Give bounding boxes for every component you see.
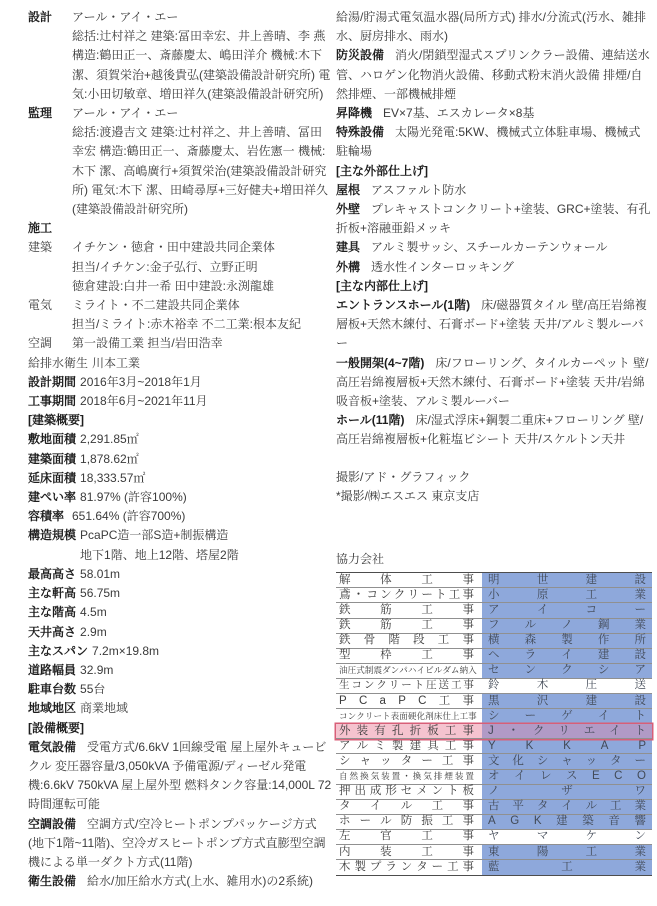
field-label: 構造規模 — [28, 528, 77, 543]
company-cell: 藍 工 業 — [482, 860, 652, 875]
paragraph-text: 床/フローリング、タイルカーペット 壁/高圧岩綿複層板+天然木練付、石膏ボード+塗装 天井/岩綿吸音板+塗装、アルミ製ルーバー — [336, 355, 649, 409]
work-cell: 外 装 有 孔 折 板 工 事 — [336, 724, 482, 738]
work-cell: ホ ー ル 防 振 工 事 — [339, 815, 474, 828]
paragraph — [336, 354, 652, 412]
field-value-group — [80, 373, 332, 392]
work-cell: 自 然 換 気 装 置 ・ 換 気 排 煙 装 置 — [339, 771, 474, 782]
field-label: 地域地区 — [28, 701, 77, 716]
field-value: 2016年3月~2018年1月 — [80, 374, 202, 389]
field-value: 担当/イチケン:金子弘行、立野正明 — [72, 259, 258, 274]
spec-row — [28, 699, 332, 718]
partner-row — [336, 573, 652, 588]
company-cell: 明 世 建 設 — [482, 573, 652, 587]
partner-row — [336, 619, 652, 634]
work-cell: 解 体 工 事 — [339, 573, 474, 586]
left-column — [28, 8, 332, 906]
company-cell: ヤ マ ケ ン — [488, 830, 646, 843]
spec-row — [28, 450, 332, 469]
field-value: 1,878.62㎡ — [80, 451, 139, 466]
partner-row — [336, 815, 652, 830]
partner-row — [336, 754, 652, 769]
paragraph — [336, 468, 652, 487]
field-value: 徳倉建設:白井一希 田中建設:永渕龍雄 — [72, 278, 275, 293]
field-value-group — [80, 661, 332, 680]
work-cell: P C a P C 工 事 — [339, 694, 474, 707]
field-value: 商業地域 — [80, 701, 129, 716]
field-value-group — [72, 507, 332, 526]
field-label: 容積率 — [28, 509, 65, 524]
field-label: 電気 — [28, 298, 53, 313]
partner-row — [336, 634, 652, 649]
paragraph-label: 一般開架(4~7階) — [336, 355, 425, 370]
paragraph — [336, 296, 652, 354]
work-cell: 鉄 骨 階 段 工 事 — [339, 634, 474, 647]
field-value-group — [80, 488, 332, 507]
spacer — [336, 450, 652, 468]
field-value: 56.75m — [80, 586, 121, 601]
work-cell: タ イ ル 工 事 — [339, 800, 474, 813]
company-cell: セ ン ク シ ア — [482, 664, 652, 678]
field-value: 第一設備工業 担当/岩田浩幸 — [72, 336, 223, 351]
paragraph-text: アルミ製サッシ、スチールカーテンウォール — [371, 240, 608, 255]
spec-row — [28, 603, 332, 622]
partners-table — [336, 572, 652, 876]
paragraph — [336, 104, 652, 123]
section-heading: [設備概要] — [28, 720, 84, 735]
spec-row — [28, 8, 332, 104]
paragraph-label: 特殊設備 — [336, 125, 385, 140]
spec-row — [28, 623, 332, 642]
paragraph-text: 床/磁器質タイル 壁/高圧岩綿複層板+天然木練付、石膏ボード+塗装 天井/アルミ製ルーバー — [336, 298, 647, 351]
right-column — [336, 8, 652, 906]
field-value: 川本工業 — [92, 355, 141, 370]
work-cell: 鳶 ・ コ ン ク リ ー ト 工 事 — [339, 588, 474, 601]
field-value: 32.9m — [80, 662, 114, 677]
field-value: PcaPC造一部S造+制振構造 — [80, 528, 229, 543]
right-column-text — [336, 8, 652, 569]
field-value: 2,291.85㎡ — [80, 432, 139, 447]
field-value-group — [92, 354, 332, 373]
spec-row — [28, 104, 332, 219]
company-cell: 小 原 工 業 — [482, 588, 652, 602]
paragraph-text: 空調方式/空冷ヒートポンプパッケージ方式(地下1階~11階)、空冷ガスヒートポンプ方式直膨型空調機による単一ダクト方式(11階) — [28, 816, 326, 869]
field-value-group — [72, 8, 332, 104]
company-cell: ヘ ラ イ 建 設 — [482, 649, 652, 663]
paragraph — [28, 872, 332, 891]
partner-row — [336, 649, 652, 664]
spec-row — [28, 373, 332, 392]
work-cell: 木 製 プ ラ ン タ ー 工 事 — [339, 861, 474, 874]
field-value: 総括:渡邉吉文 建築:辻村祥之、井上善晴、冨田幸宏 構造:鶴田正一、斎藤慶太、岩佐憲一 機械:木下 潔、高嶋廣行+須賀栄治(建築設備設計研究所) 電気:木下 潔、田崎尋厚+三好健夫+増田祥久(建築設備設計研究所) — [72, 125, 329, 217]
paragraph — [336, 550, 652, 569]
paragraph-label: 空調設備 — [28, 816, 77, 831]
paragraph-label: 外壁 — [336, 202, 361, 217]
spacer — [336, 506, 652, 550]
partner-row — [336, 739, 652, 754]
paragraph — [336, 487, 652, 506]
paragraph-text: 協力会社 — [336, 552, 385, 567]
field-value-group — [80, 603, 332, 622]
field-label: 建ぺい率 — [28, 490, 77, 505]
work-cell: 油 圧 式 制 震 ダ ン パ ハ イ ビ ル ダ ム 納 入 — [339, 665, 477, 676]
company-cell: 横 森 製 作 所 — [482, 634, 652, 648]
paragraph-text: 給湯/貯湯式電気温水器(局所方式) 排水/分流式(汚水、雑排水、厨房排水、雨水) — [336, 10, 646, 44]
field-value-group — [72, 296, 332, 334]
field-value-group — [80, 469, 332, 488]
field-label: 建築面積 — [28, 451, 77, 466]
work-cell: ア ル ミ 製 建 具 工 事 — [339, 739, 474, 752]
company-cell: J ・ ク リ エ イ ト — [482, 724, 652, 738]
company-cell: シ ー ゲ イ ト — [482, 709, 652, 723]
work-cell: 押 出 成 形 セ メ ン ト 板 — [339, 785, 474, 798]
field-value: 4.5m — [80, 605, 107, 620]
field-value: 総括:辻村祥之 建築:冨田幸宏、井上善晴、李 燕 構造:鶴田正一、斎藤慶太、嶋田洋介 機械:木下 潔、須賀栄治+越後貴弘(建築設備設計研究所) 電気:小田切敏章、増田祥久(建築設備設計研究所) — [72, 29, 331, 101]
field-label: 主な軒高 — [28, 586, 77, 601]
spec-row — [28, 430, 332, 449]
partner-row — [336, 709, 652, 724]
spec-row — [28, 354, 332, 373]
work-cell: シ ャ ッ タ ー 工 事 — [339, 754, 474, 767]
work-cell: 内 装 工 事 — [339, 845, 474, 858]
paragraph — [336, 46, 652, 104]
work-cell: 鉄 筋 工 事 — [339, 619, 474, 632]
section-heading: [主な内部仕上げ] — [336, 278, 428, 293]
partner-row — [336, 770, 652, 785]
company-cell: 鈴 木 圧 送 — [488, 679, 646, 692]
paragraph — [336, 411, 652, 449]
paragraph-text: EV×7基、エスカレータ×8基 — [383, 106, 535, 121]
spec-row — [28, 661, 332, 680]
spec-row — [28, 565, 332, 584]
company-cell: A G K 建 築 音 響 — [482, 815, 652, 829]
field-value-group — [72, 104, 332, 219]
field-value: イチケン・徳倉・田中建設共同企業体 — [72, 240, 275, 255]
work-cell: 生 コ ン ク リ ー ト 圧 送 工 事 — [339, 679, 474, 692]
field-value: 2.9m — [80, 624, 107, 639]
partner-row — [336, 845, 652, 860]
field-label: 駐車台数 — [28, 682, 77, 697]
paragraph-text: 受電方式/6.6kV 1回線受電 屋上屋外キュービクル 変圧器容量/3,050kVA 予備電源/ディーゼル発電機:6.6kV 750kVA 屋上屋外型 燃料タンク容量:14,000L 72時間運転可能 — [28, 739, 332, 812]
work-cell: 型 枠 工 事 — [339, 649, 474, 662]
paragraph — [336, 258, 652, 277]
company-cell: 文 化 シ ャ ッ タ ー — [482, 754, 652, 768]
field-label: 最高高さ — [28, 566, 77, 581]
paragraph-text: 撮影/アド・グラフィック — [336, 469, 471, 484]
field-value-group — [80, 450, 332, 469]
spec-row — [28, 507, 332, 526]
partner-row — [336, 860, 652, 875]
field-label: 主なスパン — [28, 643, 89, 658]
field-value: 担当/ミライト:赤木裕幸 不二工業:根本友紀 — [72, 317, 301, 332]
spec-row — [28, 334, 332, 353]
paragraph-label: ホール(11階) — [336, 413, 405, 428]
paragraph-text: アスファルト防水 — [371, 182, 467, 197]
field-value: ミライト・不二建設共同企業体 — [72, 298, 240, 313]
field-value-group — [80, 526, 332, 564]
field-value-group — [72, 238, 332, 296]
field-value-group — [72, 334, 332, 353]
field-value-group — [80, 623, 332, 642]
field-value: 2018年6月~2021年11月 — [80, 394, 208, 409]
field-value-group — [80, 699, 332, 718]
spec-row — [28, 469, 332, 488]
paragraph-text: プレキャストコンクリート+塗装、GRC+塗装、有孔折板+溶融亜鉛メッキ — [336, 202, 651, 236]
field-value: アール・アイ・エー — [72, 10, 179, 24]
field-value-group — [80, 430, 332, 449]
paragraph — [28, 815, 332, 873]
field-value-group — [80, 584, 332, 603]
company-cell: オ イ レ ス E C O — [482, 770, 652, 784]
partner-row — [336, 664, 652, 679]
field-value: 651.64% (許容700%) — [72, 509, 186, 524]
partner-row — [336, 694, 652, 709]
field-value: 地下1階、地上12階、塔屋2階 — [80, 547, 239, 562]
field-label: 設計期間 — [28, 374, 77, 389]
field-label: 道路幅員 — [28, 662, 77, 677]
field-value: 18,333.57㎡ — [80, 470, 146, 485]
field-label: 設計 — [28, 10, 53, 24]
paragraph — [336, 200, 652, 238]
spec-row — [28, 488, 332, 507]
field-value: 55台 — [80, 682, 106, 697]
spec-row — [28, 642, 332, 661]
field-label: 建築 — [28, 240, 53, 255]
company-cell: 黒 沢 建 設 — [482, 694, 652, 708]
paragraph-text: 透水性インターロッキング — [371, 259, 514, 274]
field-label: 延床面積 — [28, 470, 77, 485]
spec-row — [28, 392, 332, 411]
spec-row — [28, 680, 332, 699]
paragraph-label: 電気設備 — [28, 739, 77, 754]
company-cell: 東 陽 工 業 — [482, 845, 652, 859]
paragraph-label: 外構 — [336, 259, 361, 274]
paragraph — [336, 123, 652, 161]
field-value: アール・アイ・エー — [72, 106, 179, 121]
partner-row — [336, 830, 652, 845]
partner-row — [336, 724, 652, 739]
field-value: 7.2m×19.8m — [92, 643, 160, 658]
paragraph-label: 屋根 — [336, 182, 361, 197]
partner-row — [336, 785, 652, 800]
partner-row — [336, 588, 652, 603]
section-heading: [主な外部仕上げ] — [336, 163, 428, 178]
field-label: 天井高さ — [28, 624, 77, 639]
field-value: 81.97% (許容100%) — [80, 490, 187, 505]
field-value: 58.01m — [80, 566, 121, 581]
company-cell: 古 平 タ イ ル 工 業 — [482, 800, 652, 814]
work-cell: コ ン ク リ ー ト 表 面 硬 化 剤 床 仕 上 工 事 — [339, 710, 477, 721]
paragraph-text: 太陽光発電:5KW、機械式立体駐車場、機械式駐輪場 — [336, 125, 641, 159]
spec-row — [28, 526, 332, 564]
field-value-group — [80, 680, 332, 699]
spec-row — [28, 296, 332, 334]
paragraph-label: エントランスホール(1階) — [336, 298, 471, 313]
field-label: 主な階高 — [28, 605, 77, 620]
partner-row — [336, 800, 652, 815]
paragraph-text: 床/湿式浮床+鋼製二重床+フローリング 壁/高圧岩綿複層板+化粧塩ビシート 天井/スケルトン天井 — [336, 413, 644, 447]
work-cell: 左 官 工 事 — [339, 830, 474, 843]
paragraph-label: 昇降機 — [336, 106, 373, 121]
company-cell: フ ル ノ 鋼 業 — [482, 619, 652, 633]
field-value-group — [80, 392, 332, 411]
field-label: 工事期間 — [28, 394, 77, 409]
paragraph-text: *撮影/㈱エスエス 東京支店 — [336, 488, 480, 503]
company-cell: ア イ コ ー — [482, 603, 652, 617]
work-cell: 鉄 筋 工 事 — [339, 604, 474, 617]
field-value-group — [80, 565, 332, 584]
paragraph — [336, 181, 652, 200]
paragraph-text: 消火/閉鎖型湿式スプリンクラー設備、連結送水管、ハロゲン化物消火設備、移動式粉末消火設備 排煙/自然排煙、一部機械排煙 — [336, 48, 650, 101]
paragraph-label: 防災設備 — [336, 48, 385, 63]
company-cell: Y K K A P — [482, 739, 652, 753]
field-label: 監理 — [28, 106, 53, 121]
paragraph-label: 建具 — [336, 240, 361, 255]
field-label: 敷地面積 — [28, 432, 77, 447]
paragraph-label: 衛生設備 — [28, 874, 77, 889]
partner-row — [336, 603, 652, 618]
partner-row — [336, 679, 652, 694]
paragraph-text: 給水/加圧給水方式(上水、雑用水)の2系統) — [87, 874, 314, 889]
field-label: 給排水衛生 — [28, 355, 89, 370]
spec-row — [28, 238, 332, 296]
paragraph — [336, 8, 652, 46]
field-label: 空調 — [28, 336, 53, 351]
company-cell: ノ ザ ワ — [482, 785, 652, 799]
paragraph — [336, 238, 652, 257]
spec-row — [28, 584, 332, 603]
section-heading: [建築概要] — [28, 413, 84, 428]
section-heading: 施工 — [28, 221, 53, 236]
field-value-group — [92, 642, 332, 661]
paragraph — [28, 738, 332, 815]
